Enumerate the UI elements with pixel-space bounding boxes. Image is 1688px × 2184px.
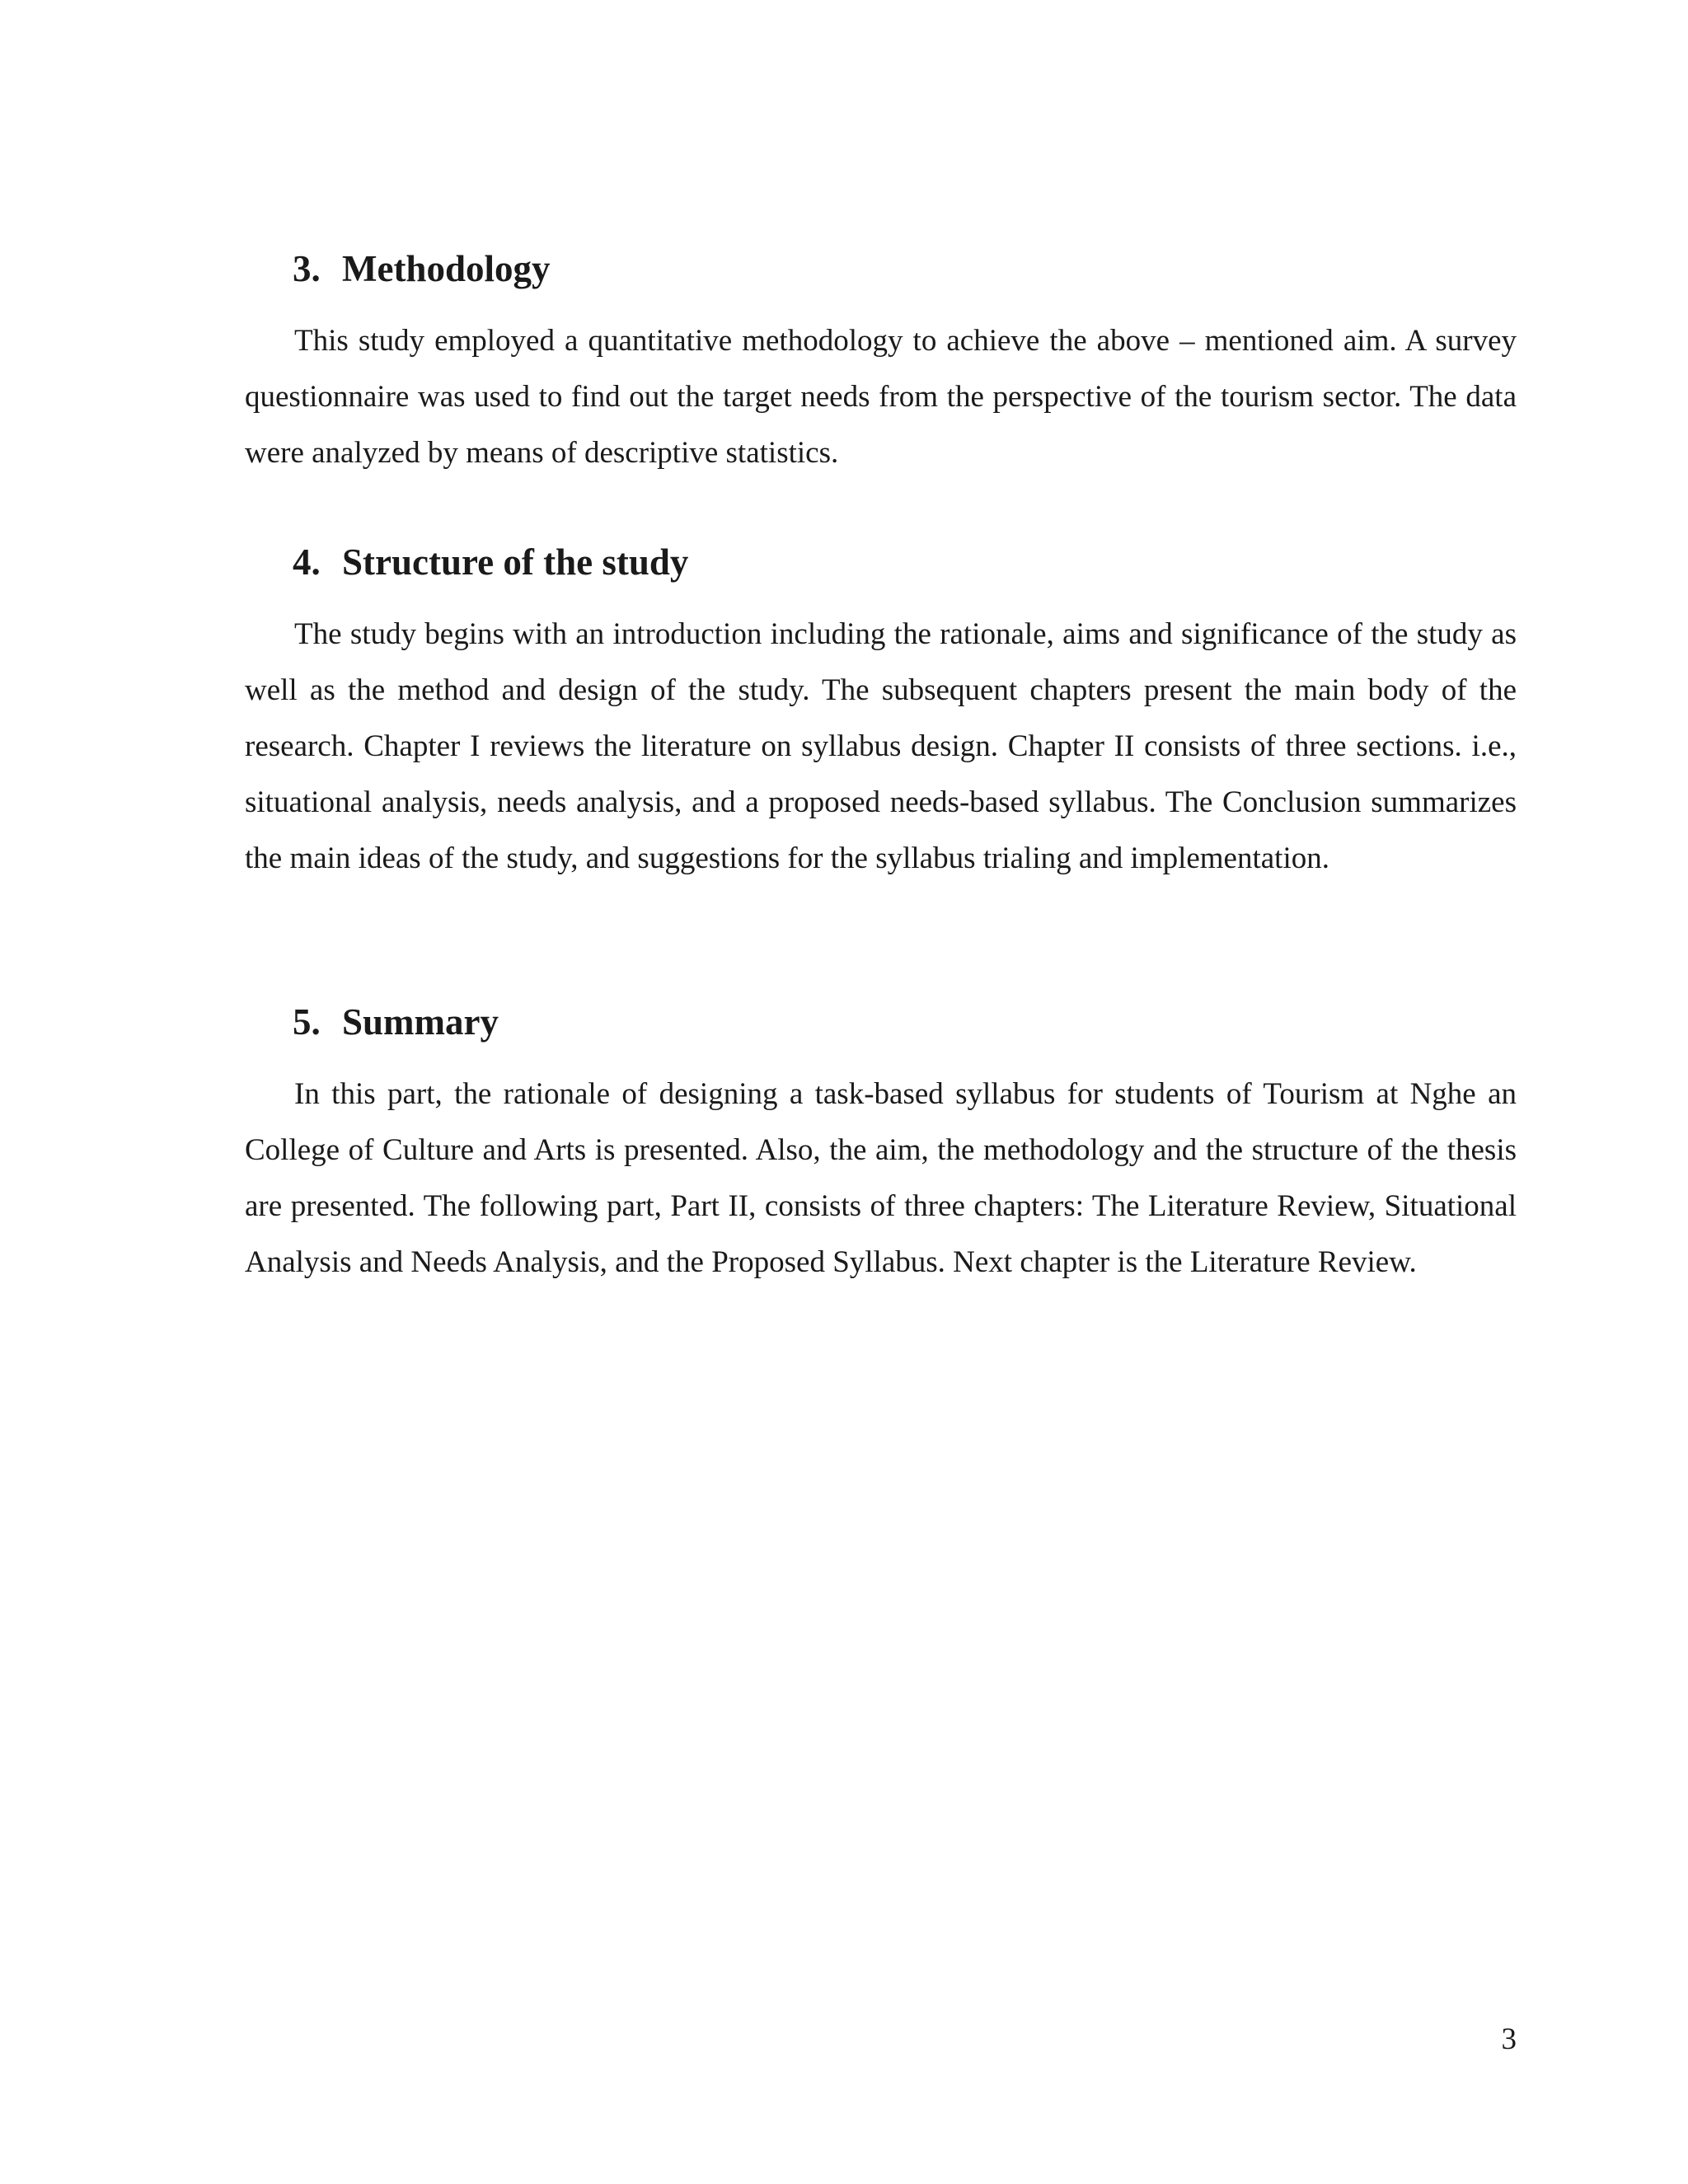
section-summary bbox=[245, 1001, 1517, 1291]
section-heading bbox=[245, 541, 1517, 583]
section-title: Structure of the study bbox=[342, 541, 689, 583]
section-paragraph: The study begins with an introduction including the rationale, aims and significance of the study as well as the method and design of the study. The subsequent chapters present the main body of the research. Chapter I reviews the literature on syllabus design. Chapter II consists of three sections. i.e., situational analysis, needs analysis, and a proposed needs-based syllabus. The Conclusion summarizes the main ideas of the study, and suggestions for the syllabus trialing and implementation. bbox=[245, 617, 1517, 875]
section-methodology bbox=[245, 248, 1517, 481]
section-number: 3. bbox=[293, 248, 321, 289]
section-title: Methodology bbox=[342, 248, 551, 289]
section-paragraph: This study employed a quantitative methodology to achieve the above – mentioned aim. A survey questionnaire was used to find out the target needs from the perspective of the tourism sector. The data were analyzed by means of descriptive statistics. bbox=[245, 324, 1517, 470]
section-title: Summary bbox=[342, 1001, 499, 1043]
section-heading bbox=[245, 248, 1517, 289]
section-paragraph: In this part, the rationale of designing a task-based syllabus for students of Tourism at Nghe an College of Culture and Arts is presented. Also, the aim, the methodology and the structure of the thesis are presented. The following part, Part II, consists of three chapters: The Literature Review, Situational Analysis and Needs Analysis, and the Proposed Syllabus. Next chapter is the Literature Review. bbox=[245, 1077, 1517, 1279]
section-structure-of-the-study bbox=[245, 541, 1517, 887]
section-number: 4. bbox=[293, 541, 321, 583]
page-number: 3 bbox=[1501, 2022, 1517, 2056]
section-heading bbox=[245, 1001, 1517, 1043]
section-number: 5. bbox=[293, 1001, 321, 1043]
